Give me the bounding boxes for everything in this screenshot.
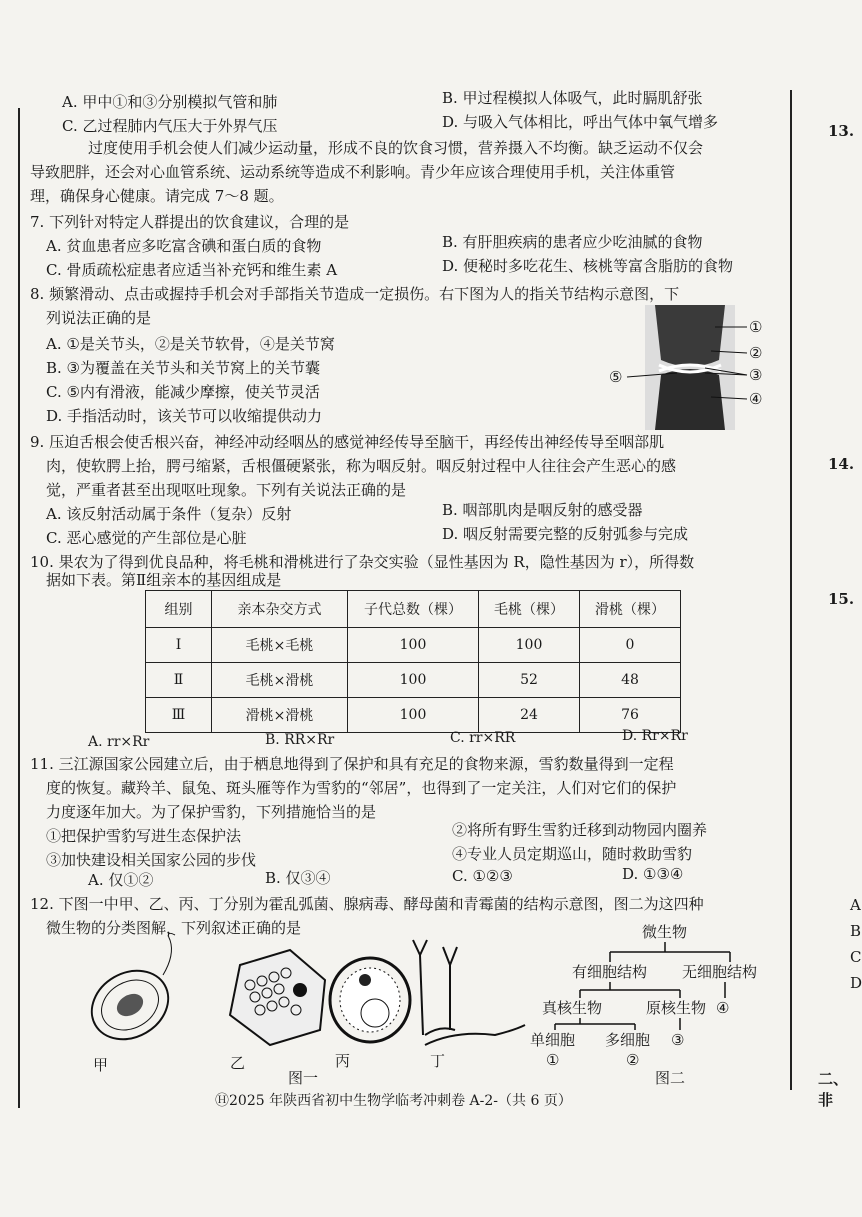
q10-stem-line-2: 据如下表。第Ⅱ组亲本的基因组成是 (46, 571, 282, 589)
side-option-b: B (850, 922, 862, 940)
fig1-label-ding: 丁 (430, 1052, 446, 1070)
table-cell: Ⅰ (146, 628, 212, 663)
q11-option-b: B. 仅③④ (265, 869, 331, 887)
q9-option-a: A. 该反射活动属于条件（复杂）反射 (46, 505, 292, 523)
side-option-c: C (850, 948, 862, 966)
tree-with-cell: 有细胞结构 (572, 963, 648, 981)
joint-label-1: ① (749, 318, 763, 336)
table-cell: 100 (348, 698, 479, 733)
table-row (146, 698, 681, 733)
q8-option-a: A. ①是关节头，②是关节软骨，④是关节窝 (46, 335, 335, 353)
left-margin-line (18, 108, 20, 1108)
q12-stem-line-1: 12. 下图一中甲、乙、丙、丁分别为霍乱弧菌、腺病毒、酵母菌和青霉菌的结构示意图，图二为这四种 (30, 895, 704, 913)
side-option-a: A (850, 896, 861, 914)
q9-stem-line-2: 肉，使软腭上抬，腭弓缩紧，舌根僵硬紧张，称为咽反射。咽反射过程中人往往会产生恶心的感 (46, 457, 677, 475)
figure-2-caption: 图二 (655, 1069, 686, 1087)
finger-joint-diagram (609, 305, 785, 430)
intro-line-2: 导致肥胖，还会对心血管系统、运动系统等造成不利影响。青少年应该合理使用手机，关注体重管 (30, 163, 676, 181)
q11-stem-line-1: 11. 三江源国家公园建立后，由于栖息地得到了保护和具有充足的食物来源，雪豹数量得到一定程 (30, 755, 674, 773)
q9-stem-line-1: 9. 压迫舌根会使舌根兴奋，神经冲动经咽丛的感觉神经传导至脑干，再经传出神经传导至咽部肌 (30, 433, 665, 451)
q6-option-c: C. 乙过程肺内气压大于外界气压 (62, 117, 278, 135)
table-cell: 76 (580, 698, 681, 733)
table-header: 滑桃（棵） (580, 591, 681, 628)
side-section-2: 二、非 (818, 1070, 849, 1109)
q12-stem-line-2: 微生物的分类图解，下列叙述正确的是 (46, 919, 302, 937)
q8-stem-line-1: 8. 频繁滑动、点击或握持手机会对手部指关节造成一定损伤。右下图为人的指关节结构示意图，下 (30, 285, 680, 303)
table-cell: 100 (348, 628, 479, 663)
tree-node-2: ② (626, 1051, 640, 1069)
tree-prokaryote: 原核生物 (646, 999, 707, 1017)
q8-option-c: C. ⑤内有滑液，能减少摩擦，使关节灵活 (46, 383, 320, 401)
table-cell: 毛桃×毛桃 (212, 628, 348, 663)
q11-stem-line-2: 度的恢复。藏羚羊、鼠兔、斑头雁等作为雪豹的“邻居”，也得到了一定关注，人们对它们的保护 (46, 779, 677, 797)
q8-stem-line-2: 列说法正确的是 (46, 309, 152, 327)
q9-option-b: B. 咽部肌肉是咽反射的感受器 (442, 501, 643, 519)
q11-statement-2: ②将所有野生雪豹迁移到动物园内圈养 (452, 821, 708, 839)
q11-option-c: C. ①②③ (452, 867, 513, 885)
table-header: 组别 (146, 591, 212, 628)
table-cell: 52 (479, 663, 580, 698)
joint-label-3: ③ (749, 366, 763, 384)
joint-label-2: ② (749, 344, 763, 362)
q9-option-c: C. 恶心感觉的产生部位是心脏 (46, 529, 247, 547)
table-cell: Ⅲ (146, 698, 212, 733)
q9-option-d: D. 咽反射需要完整的反射弧参与完成 (442, 525, 689, 543)
q11-statement-1: ①把保护雪豹写进生态保护法 (46, 827, 242, 845)
q6-option-d: D. 与吸入气体相比，呼出气体中氧气增多 (442, 113, 719, 131)
tree-root: 微生物 (642, 923, 688, 941)
table-row (146, 628, 681, 663)
q10-option-d: D. Rr×Rr (622, 728, 688, 744)
table-cell: 100 (348, 663, 479, 698)
cross-result-table (145, 590, 681, 733)
q7-option-c: C. 骨质疏松症患者应适当补充钙和维生素 A (46, 261, 338, 279)
tree-no-cell: 无细胞结构 (682, 963, 758, 981)
q8-option-b: B. ③为覆盖在关节头和关节窝上的关节囊 (46, 359, 321, 377)
table-header-row (146, 591, 681, 628)
side-q15: 15. (828, 590, 855, 608)
table-cell: 毛桃×滑桃 (212, 663, 348, 698)
q9-stem-line-3: 觉，严重者甚至出现呕吐现象。下列有关说法正确的是 (46, 481, 407, 499)
tree-eukaryote: 真核生物 (542, 999, 603, 1017)
tree-node-4: ④ (716, 999, 730, 1017)
yeast-drawing (330, 958, 410, 1042)
q11-statement-4: ④专业人员定期巡山，随时救助雪豹 (452, 845, 693, 863)
joint-label-5: ⑤ (609, 368, 623, 386)
fig1-label-yi: 乙 (230, 1054, 246, 1072)
figure-1-microbes (75, 935, 525, 1085)
side-option-d: D (850, 974, 862, 992)
fig1-label-jia: 甲 (93, 1056, 109, 1074)
fig1-label-bing: 丙 (335, 1052, 351, 1070)
table-cell: 0 (580, 628, 681, 663)
q11-statement-3: ③加快建设相关国家公园的步伐 (46, 851, 257, 869)
table-cell: Ⅱ (146, 663, 212, 698)
q11-option-d: D. ①③④ (622, 865, 684, 883)
adenovirus-drawing (230, 950, 325, 1045)
right-margin-line (790, 90, 792, 1090)
side-q13: 13. (828, 122, 855, 140)
penicillium-drawing (413, 940, 525, 1045)
intro-line-1: 过度使用手机会使人们减少运动量，形成不良的饮食习惯，营养摄入不均衡。缺乏运动不仅会 (88, 139, 704, 157)
tree-multicellular: 多细胞 (605, 1031, 651, 1049)
q7-option-a: A. 贫血患者应多吃富含碘和蛋白质的食物 (46, 237, 322, 255)
table-header: 亲本杂交方式 (212, 591, 348, 628)
table-cell: 48 (580, 663, 681, 698)
table-cell: 滑桃×滑桃 (212, 698, 348, 733)
q7-stem: 7. 下列针对特定人群提出的饮食建议，合理的是 (30, 213, 350, 231)
q7-option-b: B. 有肝胆疾病的患者应少吃油腻的食物 (442, 233, 703, 251)
table-header: 毛桃（棵） (479, 591, 580, 628)
figure-1-caption: 图一 (288, 1069, 319, 1087)
table-row (146, 663, 681, 698)
tree-node-3: ③ (671, 1031, 685, 1049)
table-cell: 24 (479, 698, 580, 733)
q6-option-b: B. 甲过程模拟人体吸气，此时膈肌舒张 (442, 89, 703, 107)
side-q14: 14. (828, 455, 855, 473)
figure-2-classification-tree (530, 920, 785, 1070)
q11-option-a: A. 仅①② (88, 871, 154, 889)
q7-option-d: D. 便秘时多吃花生、核桃等富含脂肪的食物 (442, 257, 734, 275)
table-cell: 100 (479, 628, 580, 663)
joint-label-4: ④ (749, 390, 763, 408)
q10-option-c: C. rr×RR (450, 730, 516, 746)
q10-option-a: A. rr×Rr (88, 734, 150, 750)
tree-node-1: ① (546, 1051, 560, 1069)
intro-line-3: 理，确保身心健康。请完成 7～8 题。 (30, 187, 284, 205)
tree-unicellular: 单细胞 (530, 1031, 576, 1049)
q8-option-d: D. 手指活动时，该关节可以收缩提供动力 (46, 407, 323, 425)
page-footer: Ⓗ2025 年陕西省初中生物学临考冲刺卷 A-2-（共 6 页） (215, 1093, 572, 1109)
q6-option-a: A. 甲中①和③分别模拟气管和肺 (62, 93, 278, 111)
table-header: 子代总数（棵） (348, 591, 479, 628)
vibrio-drawing (79, 933, 180, 1052)
q10-option-b: B. RR×Rr (265, 732, 335, 748)
q10-stem-line-1: 10. 果农为了得到优良品种，将毛桃和滑桃进行了杂交实验（显性基因为 R，隐性基因为 r），所得数 (30, 553, 695, 571)
q11-stem-line-3: 力度逐年加大。为了保护雪豹，下列措施恰当的是 (46, 803, 377, 821)
